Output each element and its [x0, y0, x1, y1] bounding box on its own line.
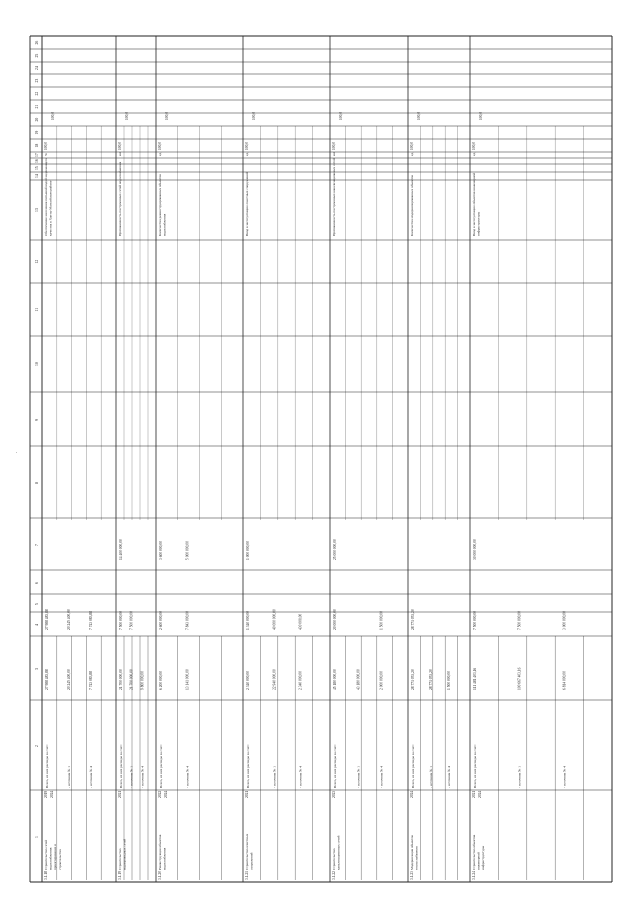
section-id: 3.1.22	[332, 871, 336, 880]
indicator-unit: ед.	[410, 151, 414, 156]
indicator-text-line: качества в Ханты-Мансийском районе	[48, 180, 53, 236]
table-content	[35, 41, 567, 880]
funding-amount: 25 000 000,00	[333, 539, 337, 560]
object-name-line: канализационных сетей	[336, 835, 341, 870]
funding-amount: 3 000 000,00	[562, 611, 567, 630]
indicator-text-line: Ввод в эксплуатацию очистных сооружений	[245, 172, 249, 236]
indicator-unit: ед.	[158, 151, 162, 156]
funding-amount: 9 800 000,00	[140, 671, 145, 690]
funding-label: Всего, из них расходы за счет:	[246, 744, 250, 788]
funding-label: - источник № 4	[447, 766, 451, 788]
object-name-line: проектирование и	[53, 844, 58, 870]
section-id: 3.1.19	[118, 871, 122, 880]
indicator-value: 100,0	[44, 141, 48, 150]
funding-label: - источник № 1	[429, 766, 433, 788]
header-number: 21	[35, 104, 39, 109]
funding-label: Всего, из них расходы за счет:	[473, 744, 477, 788]
indicator-text-line: Протяженность построенных сетей водоснабжения	[118, 161, 122, 236]
header-number: 24	[35, 66, 39, 70]
indicator-value-year: 100,0	[125, 111, 129, 120]
funding-amount: 28 771 053,20	[429, 669, 433, 690]
section-year: 2024	[164, 790, 168, 798]
funding-amount: 5 000 000,00	[185, 541, 190, 560]
object-name-line: инженерной	[476, 852, 481, 870]
header-number: 15	[35, 166, 39, 170]
funding-amount: 45 180 000,00	[333, 669, 337, 690]
section-year: 2021	[245, 790, 249, 798]
funding-label: Всего, из них расходы за счет:	[159, 744, 163, 788]
funding-label: Всего, из них расходы за счет:	[333, 744, 337, 788]
indicator-value: 100,0	[158, 141, 162, 150]
indicator-value-year: 100,0	[165, 111, 169, 120]
header-number: 6	[35, 582, 39, 584]
header-number: 18	[35, 143, 39, 148]
funding-amount: 20 000 000,00	[333, 609, 337, 630]
header-number: 3	[35, 668, 39, 670]
funding-amount: 111 481 403,16	[473, 667, 477, 690]
object-name-line: Реконструкция объектов	[158, 834, 162, 870]
header-number: 13	[35, 208, 39, 212]
funding-amount: 1 000 000,00	[246, 541, 250, 560]
section-year: 2019	[44, 790, 48, 798]
object-name-line: Строительство очистных	[245, 833, 249, 870]
section-year: 2024	[50, 790, 54, 798]
header-number: 14	[35, 174, 39, 178]
indicator-text-line: Количество модернизированных объектов	[410, 175, 414, 236]
funding-amount: 430 000,00	[298, 613, 303, 630]
indicator-value-year: 100,0	[417, 111, 421, 120]
indicator-unit: км	[332, 152, 336, 156]
header-number: 17	[35, 153, 39, 157]
header-number: 25	[35, 53, 39, 58]
funding-amount: 28 771 053,20	[411, 669, 415, 690]
header-number: 4	[35, 624, 39, 626]
funding-label: - источник № 4	[89, 766, 93, 788]
funding-amount: 7 743 083,88	[89, 611, 93, 630]
header-number: 16	[35, 159, 39, 163]
header-number: 7	[35, 544, 39, 546]
section-year: 2021	[472, 790, 476, 798]
indicator-text-line: Протяженность построенных канализационных сетей	[332, 158, 336, 236]
funding-amount: 40 000 000,00	[272, 609, 277, 630]
funding-amount: 7 500 000,00	[473, 611, 477, 630]
funding-label: - источник № 4	[185, 766, 190, 788]
funding-amount: 21 700 000,00	[119, 669, 123, 690]
funding-amount: 43 180 000,00	[356, 669, 361, 690]
header-number: 9	[35, 419, 39, 421]
funding-amount: 20 245 400,00	[67, 609, 71, 630]
indicator-text-line: инфраструктуры	[476, 211, 481, 236]
object-name-line: водопроводных сетей	[122, 838, 127, 870]
funding-amount: 2 340 000,00	[298, 671, 303, 690]
header-number: 10	[35, 362, 39, 366]
indicator-unit: км	[118, 152, 122, 156]
section-id: 3.1.24	[472, 871, 476, 880]
funding-label: - источник № 4	[562, 766, 567, 788]
object-name-line: Строительство	[332, 848, 336, 870]
funding-amount: 30 000 000,00	[473, 539, 477, 560]
funding-amount: 1 500 000,00	[379, 611, 384, 630]
funding-label: - источник № 1	[517, 766, 522, 788]
funding-amount: 7 843 000,00	[185, 611, 190, 630]
funding-amount: 22 940 000,00	[272, 669, 277, 690]
funding-amount: 7 500 000,00	[119, 611, 123, 630]
funding-label: Всего, из них расходы за счет:	[411, 744, 415, 788]
section-id: 3.1.18	[44, 871, 48, 880]
funding-amount: 1 500 000,00	[447, 671, 451, 690]
funding-amount: 2 000 000,00	[379, 671, 384, 690]
indicator-value: 100,0	[410, 141, 414, 150]
header-number: 26	[35, 40, 39, 45]
indicator-text-line: Количество реконструированных объектов	[158, 174, 162, 236]
indicator-value-year: 100,0	[51, 111, 55, 120]
header-number: 8	[35, 482, 39, 484]
header-number: 12	[35, 259, 39, 264]
indicator-text-line: Обеспечение населения питьевой водой надлежащего	[44, 158, 48, 236]
object-name-line: водоснабжения:	[48, 846, 53, 870]
funding-amount: 7 500 000,00	[129, 611, 134, 630]
funding-amount: 14 400 000,00	[119, 539, 123, 560]
funding-amount: 2 340 000,00	[246, 671, 250, 690]
object-name-line: водоснабжения	[162, 847, 167, 870]
object-name-line: теплоснабжения	[414, 846, 419, 870]
object-name-line: Строительство объектов	[472, 834, 476, 870]
indicator-unit: ед.	[472, 151, 476, 156]
object-name-line: Строительство	[118, 848, 122, 870]
funding-amount: 27 988 483,88	[45, 609, 49, 630]
funding-amount: 27 988 483,88	[45, 669, 49, 690]
funding-label: - источник № 4	[379, 766, 384, 788]
object-name-line: сооружений	[249, 852, 254, 870]
funding-amount: 13 141 000,00	[185, 669, 190, 690]
indicator-value: 100,0	[118, 141, 122, 150]
indicator-unit: ед.	[245, 151, 249, 156]
indicator-value: 100,0	[332, 141, 336, 150]
header-number: 5	[35, 603, 39, 605]
margin-mark: ﾞ	[16, 452, 18, 456]
indicator-text-line: Ввод в эксплуатацию объектов инженерной	[472, 172, 476, 236]
indicator-value: 100,0	[472, 141, 476, 150]
funding-amount: 28 771 053,20	[411, 609, 415, 630]
funding-amount: 6 200 000,00	[159, 671, 163, 690]
funding-amount: 3 600 000,00	[159, 541, 163, 560]
section-year: 2022	[158, 790, 162, 798]
section-id: 3.1.21	[245, 871, 249, 880]
indicator-value: 100,0	[245, 141, 249, 150]
funding-amount: 7 743 083,88	[89, 671, 93, 690]
section-year: 2023	[332, 790, 336, 798]
indicator-text-line: водоснабжения	[162, 213, 167, 236]
section-year: 2024	[410, 790, 414, 798]
header-number: 11	[35, 307, 39, 312]
funding-label: - источник № 1	[67, 766, 71, 788]
indicator-unit: %	[44, 153, 48, 156]
funding-label: - источник № 4	[298, 766, 303, 788]
header-number: 20	[35, 117, 39, 122]
indicator-value-year: 100,0	[339, 111, 343, 120]
funding-amount: 21 700 000,00	[129, 669, 134, 690]
funding-label: - источник № 1	[272, 766, 277, 788]
object-name-line: Строительство сетей	[44, 839, 48, 870]
funding-amount: 6 814 000,00	[562, 671, 567, 690]
header-number: 23	[35, 78, 39, 83]
funding-label: - источник № 1	[356, 766, 361, 788]
funding-amount: 2 600 000,00	[159, 611, 163, 630]
section-year: 2024	[478, 790, 482, 798]
header-number: 2	[35, 745, 39, 747]
header-number: 19	[35, 130, 39, 135]
object-name-line: инфраструктуры	[481, 845, 486, 870]
funding-label: - источник № 4	[140, 766, 145, 788]
funding-label: Всего, из них расходы за счет:	[119, 744, 123, 788]
funding-amount: 100 667 403,16	[517, 667, 522, 690]
section-id: 3.1.20	[158, 871, 162, 880]
funding-label: Всего, из них расходы за счет:	[45, 744, 49, 788]
object-name-line: Модернизация объектов	[410, 835, 414, 870]
indicator-value-year: 100,0	[252, 111, 256, 120]
funding-label: - источник № 1	[129, 766, 134, 788]
section-year: 2021	[118, 790, 122, 798]
header-number: 1	[35, 836, 39, 838]
section-id: 3.1.23	[410, 871, 414, 880]
funding-amount: 1 340 000,00	[246, 611, 250, 630]
funding-amount: 7 500 000,00	[517, 611, 522, 630]
header-number: 22	[35, 91, 39, 96]
object-name-line: строительство	[57, 849, 62, 870]
indicator-value-year: 100,0	[479, 111, 483, 120]
funding-amount: 20 245 400,00	[67, 669, 71, 690]
